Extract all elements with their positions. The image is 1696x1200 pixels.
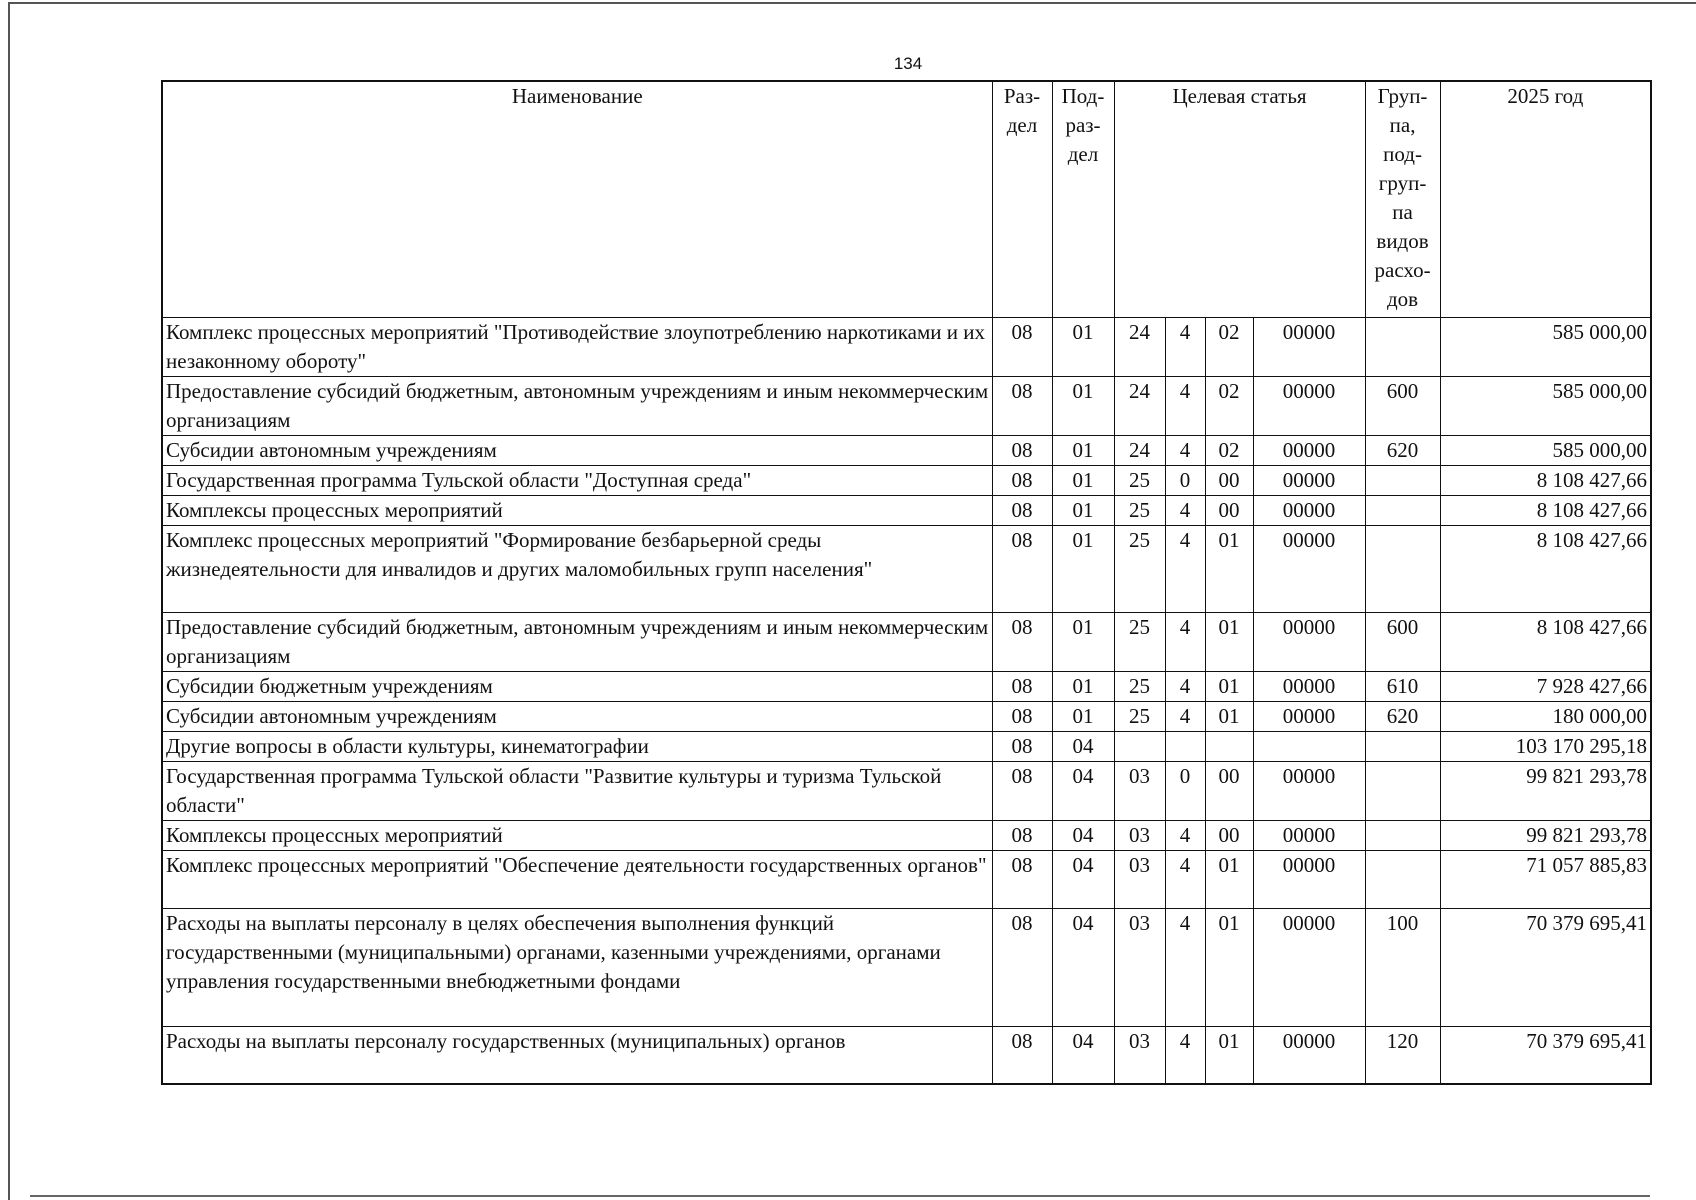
row-target-element: 01 (1205, 1026, 1253, 1084)
table-row (162, 850, 1651, 908)
row-name: Предоставление субсидий бюджетным, автономным учреждениям и иным некоммерческим организациям (162, 376, 992, 435)
row-subsection: 01 (1052, 435, 1114, 465)
scan-border-left (8, 2, 10, 1200)
row-amount: 71 057 885,83 (1440, 850, 1651, 908)
row-target-direction: 00000 (1253, 317, 1365, 376)
table-row (162, 495, 1651, 525)
header-subsection: Под- раз- дел (1052, 81, 1114, 317)
row-expense-group (1365, 495, 1440, 525)
row-subsection: 01 (1052, 525, 1114, 612)
row-section: 08 (992, 731, 1052, 761)
row-amount: 8 108 427,66 (1440, 612, 1651, 671)
row-name: Субсидии автономным учреждениям (162, 435, 992, 465)
row-target-program: 25 (1114, 671, 1165, 701)
scan-border-top (8, 2, 1696, 4)
row-target-program: 25 (1114, 612, 1165, 671)
row-target-direction: 00000 (1253, 701, 1365, 731)
row-name: Комплексы процессных мероприятий (162, 820, 992, 850)
budget-table (161, 80, 1652, 1085)
row-target-program: 03 (1114, 850, 1165, 908)
row-amount: 585 000,00 (1440, 317, 1651, 376)
row-target-direction: 00000 (1253, 671, 1365, 701)
row-target-element: 01 (1205, 701, 1253, 731)
table-row (162, 701, 1651, 731)
row-name: Другие вопросы в области культуры, кинематографии (162, 731, 992, 761)
header-name: Наименование (162, 81, 992, 317)
table-row (162, 1026, 1651, 1084)
row-subsection: 04 (1052, 731, 1114, 761)
row-target-type (1165, 731, 1205, 761)
row-name: Комплексы процессных мероприятий (162, 495, 992, 525)
row-name: Комплекс процессных мероприятий "Обеспечение деятельности государственных органов" (162, 850, 992, 908)
row-target-direction: 00000 (1253, 435, 1365, 465)
row-target-element: 00 (1205, 495, 1253, 525)
row-expense-group (1365, 731, 1440, 761)
row-amount: 8 108 427,66 (1440, 525, 1651, 612)
row-name: Субсидии бюджетным учреждениям (162, 671, 992, 701)
row-target-program: 03 (1114, 761, 1165, 820)
row-name: Предоставление субсидий бюджетным, автономным учреждениям и иным некоммерческим организациям (162, 612, 992, 671)
row-target-direction: 00000 (1253, 761, 1365, 820)
row-target-direction: 00000 (1253, 465, 1365, 495)
row-target-type: 4 (1165, 671, 1205, 701)
row-amount: 180 000,00 (1440, 701, 1651, 731)
row-section: 08 (992, 317, 1052, 376)
table-row (162, 612, 1651, 671)
row-target-type: 4 (1165, 376, 1205, 435)
row-expense-group (1365, 465, 1440, 495)
row-target-direction: 00000 (1253, 612, 1365, 671)
row-section: 08 (992, 671, 1052, 701)
row-expense-group: 100 (1365, 908, 1440, 1026)
row-subsection: 01 (1052, 612, 1114, 671)
table-row (162, 671, 1651, 701)
row-target-element: 01 (1205, 671, 1253, 701)
row-amount: 7 928 427,66 (1440, 671, 1651, 701)
row-target-direction: 00000 (1253, 495, 1365, 525)
header-target-article: Целевая статья (1114, 81, 1365, 317)
row-target-type: 4 (1165, 525, 1205, 612)
row-target-program: 25 (1114, 465, 1165, 495)
row-subsection: 01 (1052, 671, 1114, 701)
row-subsection: 04 (1052, 1026, 1114, 1084)
table-row (162, 376, 1651, 435)
row-target-program: 25 (1114, 525, 1165, 612)
row-target-type: 0 (1165, 761, 1205, 820)
row-name: Комплекс процессных мероприятий "Противодействие злоупотреблению наркотиками и их незаконному обороту" (162, 317, 992, 376)
row-target-element: 00 (1205, 465, 1253, 495)
row-target-element: 01 (1205, 908, 1253, 1026)
row-subsection: 01 (1052, 465, 1114, 495)
row-target-element: 02 (1205, 435, 1253, 465)
row-amount: 8 108 427,66 (1440, 495, 1651, 525)
row-amount: 8 108 427,66 (1440, 465, 1651, 495)
row-amount: 99 821 293,78 (1440, 820, 1651, 850)
row-target-direction: 00000 (1253, 850, 1365, 908)
row-name: Расходы на выплаты персоналу государственных (муниципальных) органов (162, 1026, 992, 1084)
row-expense-group (1365, 850, 1440, 908)
table-header-row (162, 81, 1651, 317)
row-name: Государственная программа Тульской области "Развитие культуры и туризма Тульской области" (162, 761, 992, 820)
page-number: 134 (893, 54, 923, 73)
row-name: Государственная программа Тульской области "Доступная среда" (162, 465, 992, 495)
row-target-program: 03 (1114, 1026, 1165, 1084)
row-expense-group: 620 (1365, 701, 1440, 731)
row-amount: 99 821 293,78 (1440, 761, 1651, 820)
row-target-direction: 00000 (1253, 376, 1365, 435)
table-row (162, 731, 1651, 761)
row-target-element: 00 (1205, 761, 1253, 820)
row-target-element: 00 (1205, 820, 1253, 850)
row-section: 08 (992, 908, 1052, 1026)
row-section: 08 (992, 435, 1052, 465)
row-target-type: 4 (1165, 612, 1205, 671)
row-target-element: 01 (1205, 612, 1253, 671)
row-expense-group (1365, 820, 1440, 850)
row-amount: 70 379 695,41 (1440, 1026, 1651, 1084)
row-expense-group: 610 (1365, 671, 1440, 701)
table-row (162, 465, 1651, 495)
row-section: 08 (992, 376, 1052, 435)
row-section: 08 (992, 850, 1052, 908)
row-target-type: 4 (1165, 908, 1205, 1026)
row-target-program: 24 (1114, 376, 1165, 435)
row-subsection: 04 (1052, 761, 1114, 820)
row-section: 08 (992, 525, 1052, 612)
row-target-type: 4 (1165, 850, 1205, 908)
row-target-direction: 00000 (1253, 820, 1365, 850)
row-section: 08 (992, 761, 1052, 820)
row-subsection: 01 (1052, 376, 1114, 435)
table-row (162, 525, 1651, 612)
row-target-type: 4 (1165, 701, 1205, 731)
header-year: 2025 год (1440, 81, 1651, 317)
row-target-program (1114, 731, 1165, 761)
row-expense-group: 600 (1365, 612, 1440, 671)
row-amount: 585 000,00 (1440, 376, 1651, 435)
row-expense-group (1365, 761, 1440, 820)
row-section: 08 (992, 465, 1052, 495)
row-target-direction: 00000 (1253, 1026, 1365, 1084)
row-subsection: 04 (1052, 850, 1114, 908)
table-row (162, 435, 1651, 465)
row-target-element: 02 (1205, 376, 1253, 435)
row-amount: 70 379 695,41 (1440, 908, 1651, 1026)
row-target-type: 0 (1165, 465, 1205, 495)
row-target-type: 4 (1165, 495, 1205, 525)
table-row (162, 908, 1651, 1026)
row-subsection: 01 (1052, 701, 1114, 731)
row-target-program: 24 (1114, 435, 1165, 465)
row-subsection: 04 (1052, 908, 1114, 1026)
row-target-element: 01 (1205, 850, 1253, 908)
header-expense-group: Груп- па, под- груп- па видов расхо- дов (1365, 81, 1440, 317)
header-section: Раз- дел (992, 81, 1052, 317)
row-target-element (1205, 731, 1253, 761)
row-expense-group: 120 (1365, 1026, 1440, 1084)
row-target-element: 01 (1205, 525, 1253, 612)
row-expense-group (1365, 525, 1440, 612)
row-target-direction (1253, 731, 1365, 761)
row-name: Расходы на выплаты персоналу в целях обеспечения выполнения функций государственными (муниципальными) органами, казенными учреждениями, органами управления государственными внебюджетными фондами (162, 908, 992, 1026)
row-section: 08 (992, 820, 1052, 850)
row-target-program: 03 (1114, 908, 1165, 1026)
row-section: 08 (992, 701, 1052, 731)
row-section: 08 (992, 612, 1052, 671)
row-subsection: 01 (1052, 495, 1114, 525)
row-expense-group: 620 (1365, 435, 1440, 465)
row-target-type: 4 (1165, 820, 1205, 850)
row-target-direction: 00000 (1253, 525, 1365, 612)
row-target-program: 25 (1114, 495, 1165, 525)
row-name: Комплекс процессных мероприятий "Формирование безбарьерной среды жизнедеятельности для инвалидов и других маломобильных групп населения" (162, 525, 992, 612)
row-target-direction: 00000 (1253, 908, 1365, 1026)
row-name: Субсидии автономным учреждениям (162, 701, 992, 731)
table-row (162, 317, 1651, 376)
table-row (162, 820, 1651, 850)
row-target-program: 24 (1114, 317, 1165, 376)
row-target-type: 4 (1165, 1026, 1205, 1084)
row-amount: 585 000,00 (1440, 435, 1651, 465)
row-subsection: 01 (1052, 317, 1114, 376)
row-section: 08 (992, 495, 1052, 525)
row-target-type: 4 (1165, 435, 1205, 465)
row-target-element: 02 (1205, 317, 1253, 376)
row-expense-group (1365, 317, 1440, 376)
table-row (162, 761, 1651, 820)
row-amount: 103 170 295,18 (1440, 731, 1651, 761)
row-subsection: 04 (1052, 820, 1114, 850)
scan-border-bottom (30, 1195, 1650, 1197)
row-section: 08 (992, 1026, 1052, 1084)
row-target-type: 4 (1165, 317, 1205, 376)
row-expense-group: 600 (1365, 376, 1440, 435)
row-target-program: 25 (1114, 701, 1165, 731)
row-target-program: 03 (1114, 820, 1165, 850)
